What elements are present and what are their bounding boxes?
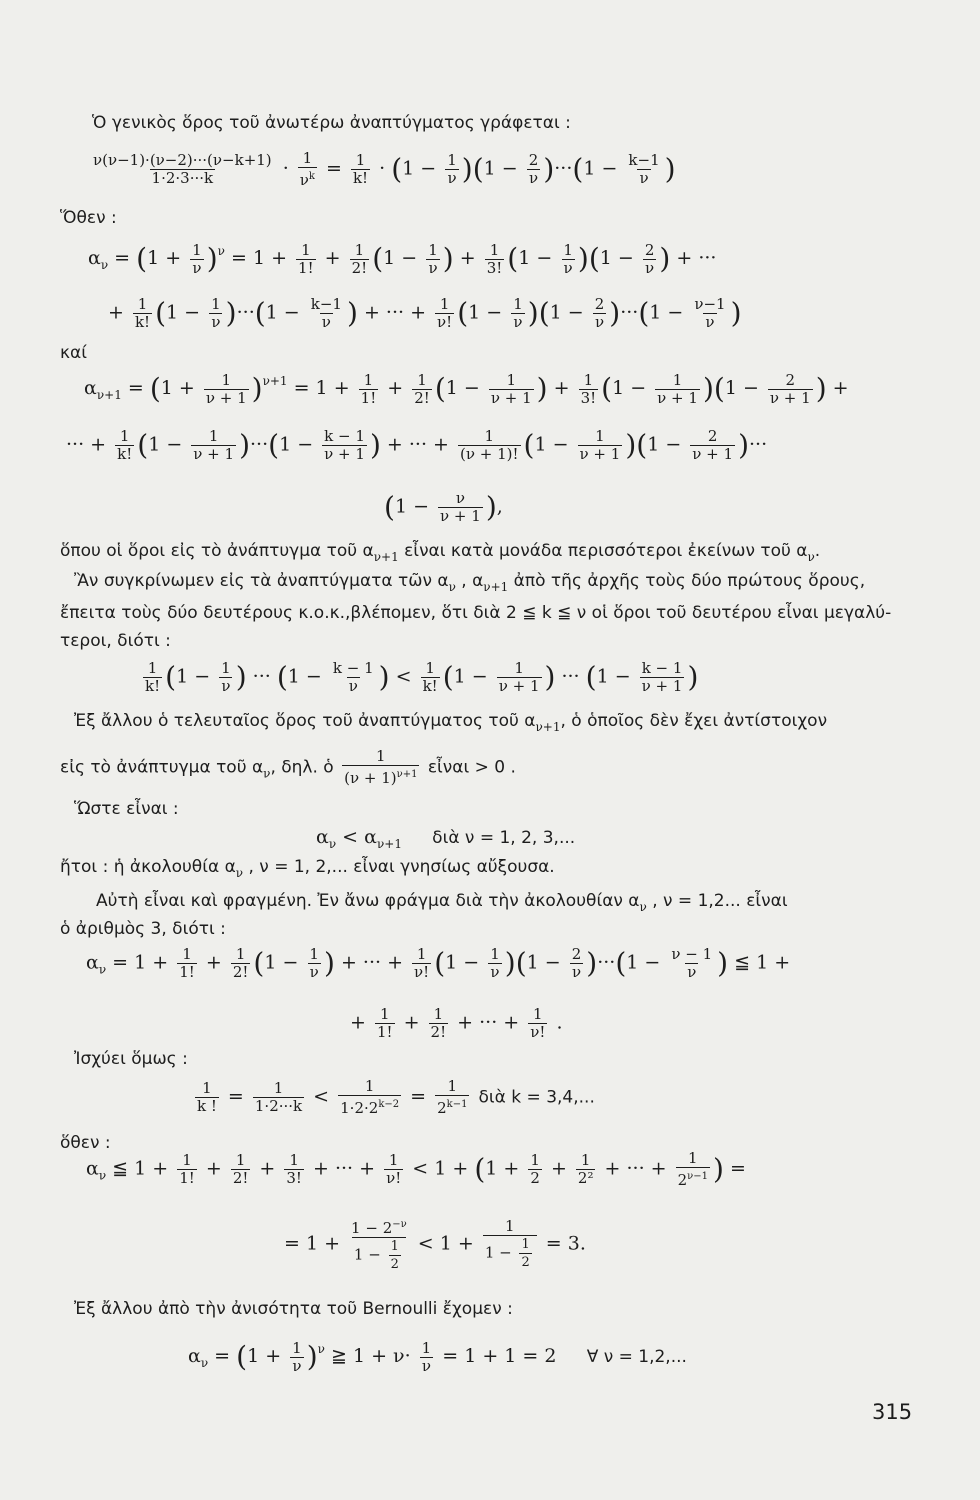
a-nu-expansion-1: $\alpha_\nu = (1$ + $\frac{1}{\nu}$ )$^\nu$ = 1 + $\frac{1}{1!}$ + $\frac{1}{2!}$ (1 − $\frac{1}{\nu}$ ) + $\frac{1}{3!}$ (1 − $\frac{1}{\nu}$ )(1 − $\frac{2}{\nu}$ ) + ··· — [88, 240, 717, 277]
a-nu-plus-1-expansion-1: $\alpha_{\nu+1} = (1$ + $\frac{1}{\nu + 1}$ )$^{\nu+1}$ = 1 + $\frac{1}{1!}$ + $\frac{1}{2!}$ (1 − $\frac{1}{\nu + 1}$ ) + $\frac{1}{3!}$ (1 − $\frac{1}{\nu + 1}$ )(1 − $\frac{2}{\nu + 1}$ ) + — [84, 370, 849, 407]
upper-bound-line-2: + $\frac{1}{1!}$ + $\frac{1}{2!}$ + ··· + $\frac{1}{\nu!}$ . — [350, 1005, 563, 1041]
geometric-bound-line-2: = 1 + $1 - 2^{-\nu}$ 1 − $\frac{1}{2}$ < 1 + 1 1 − $\frac{1}{2}$ = 3. — [284, 1217, 586, 1272]
sothat-label: Ὥστε εἶναι : — [74, 799, 179, 819]
last-term-text-2: εἰς τὸ ἀνάπτυγμα τοῦ $\alpha_\nu$, δηλ. ὁ $\frac{1}{(\nu + 1)^{\nu+1}}$ εἶναι > 0 . — [60, 747, 516, 787]
bounded-text-2: ὁ ἀριθμὸς 3, διότι : — [60, 919, 226, 939]
monotonic-inequality: $\alpha_\nu < \alpha_{\nu+1}$ διὰ ν = 1, 2, 3,... — [316, 826, 576, 851]
holds-label: Ἰσχύει ὅμως : — [74, 1049, 188, 1069]
intro-text: Ὁ γενικὸς ὅρος τοῦ ἀνωτέρω ἀναπτύγματος γράφεται : — [92, 113, 571, 133]
geometric-bound-line-1: $\alpha_\nu$ ≦ 1 + $\frac{1}{1!}$ + $\frac{1}{2!}$ + $\frac{1}{3!}$ + ··· + $\frac{1}{\nu!}$ < 1 + (1 + $\frac{1}{2}$ + $\frac{1}{\text{2²}}$ + ··· + $\frac{1}{2^{\nu-1}}$ ) = — [86, 1149, 746, 1189]
upper-bound-line-1: $\alpha_\nu = 1$ + $\frac{1}{1!}$ + $\frac{1}{2!}$ (1 − $\frac{1}{\nu}$ ) + ··· + $\frac{1}{\nu!}$ (1 − $\frac{1}{\nu}$ )(1 − $\frac{2}{\nu}$ )···(1 − $\frac{\nu - 1}{\nu}$ ) ≦ 1 + — [86, 945, 791, 981]
a-nu-plus-1-expansion-2: ··· + $\frac{1}{k!}$ (1 − $\frac{1}{\nu + 1}$ )···(1 − $\frac{k - 1}{\nu + 1}$ ) + ··· + $\frac{1}{(\nu + 1)!}$ (1 − $\frac{1}{\nu + 1}$ )(1 − $\frac{2}{\nu + 1}$ )··· — [66, 427, 768, 463]
factorial-bound: $\frac{1}{k !}$ = $\frac{1}{1\cdot 2\cdot\cdot\cdot k}$ < $\frac{1}{1\cdot 2\cdot 2^{k-2}}$ = $\frac{1}{2^{k-1}}$ διὰ k = 3,4,... — [197, 1077, 595, 1117]
compare-text-2: ἔπειτα τοὺς δύο δευτέρους κ.ο.κ.,βλέπομεν, ὅτι διὰ 2 ≦ k ≦ ν οἱ ὅροι τοῦ δευτέρου εἶναι μεγαλύ- — [60, 603, 892, 623]
bounded-text-1: Αὐτὴ εἶναι καὶ φραγμένη. Ἐν ἄνω φράγμα διὰ τὴν ἀκολουθίαν $\alpha_\nu$ , ν = 1,2... εἶναι — [96, 891, 788, 914]
bernoulli-text: Ἐξ ἄλλου ἀπὸ τὴν ἀνισότητα τοῦ Bernoulli ἔχομεν : — [74, 1299, 513, 1319]
compare-text-3: τεροι, διότι : — [60, 631, 171, 651]
increasing-statement: ἤτοι : ἡ ἀκολουθία $\alpha_\nu$ , ν = 1, 2,... εἶναι γνησίως αὔξουσα. — [60, 857, 555, 880]
where-text: ὅπου οἱ ὅροι εἰς τὸ ἀνάπτυγμα τοῦ $\alpha_{\nu+1}$ εἶναι κατὰ μονάδα περισσότεροι ἐκείνων τοῦ $\alpha_\nu$. — [60, 541, 821, 564]
hence-label: Ὅθεν : — [60, 208, 117, 228]
a-nu-plus-1-expansion-3: (1 − $\frac{\nu}{\nu + 1}$ ), — [384, 489, 503, 525]
last-term-text-1: Ἐξ ἄλλου ὁ τελευταῖος ὅρος τοῦ ἀναπτύγματος τοῦ $\alpha_{\nu+1}$, ὁ ὁποῖος δὲν ἔχει ἀντίστοιχον — [74, 711, 828, 734]
hence2-label: ὅθεν : — [60, 1133, 111, 1153]
term-comparison-inequality: $\frac{1}{k!}$ (1 − $\frac{1}{\nu}$ ) ··· (1 − $\frac{k - 1}{\nu}$ ) < $\frac{1}{k!}$ (1 − $\frac{1}{\nu + 1}$ ) ··· (1 − $\frac{k - 1}{\nu + 1}$ ) — [145, 659, 699, 695]
bernoulli-inequality: $\alpha_\nu = (1$ + $\frac{1}{\nu}$ )$^\nu$ ≧ 1 + ν· $\frac{1}{\nu}$ = 1 + 1 = 2 ∀ ν = 1,2,... — [188, 1338, 687, 1375]
and-label: καί — [60, 343, 87, 363]
page-number: 315 — [872, 1400, 913, 1424]
general-term-formula: $\frac{\nu(\nu-1)\cdot(\nu-2)\cdot\cdot\cdot(\nu-k+1)}{1\cdot 2\cdot 3\cdot\cdot\cdot k}$ · $\frac{1}{\nu^k}$ = $\frac{1}{k!}$ · (1 − $\frac{1}{\nu}$ )(1 − $\frac{2}{\nu}$ )···(1 − $\frac{k-1}{\nu}$ ) — [93, 149, 676, 189]
a-nu-expansion-2: + $\frac{1}{k!}$ (1 − $\frac{1}{\nu}$ )···(1 − $\frac{k-1}{\nu}$ ) + ··· + $\frac{1}{\nu!}$ (1 − $\frac{1}{\nu}$ )(1 − $\frac{2}{\nu}$ )···(1 − $\frac{\nu-1}{\nu}$ ) — [108, 295, 742, 331]
compare-text-1: Ἂν συγκρίνωμεν εἰς τὰ ἀναπτύγματα τῶν $\alpha_\nu$ , $\alpha_{\nu+1}$ ἀπὸ τῆς ἀρχῆς τοὺς δύο πρώτους ὅρους, — [74, 571, 866, 594]
